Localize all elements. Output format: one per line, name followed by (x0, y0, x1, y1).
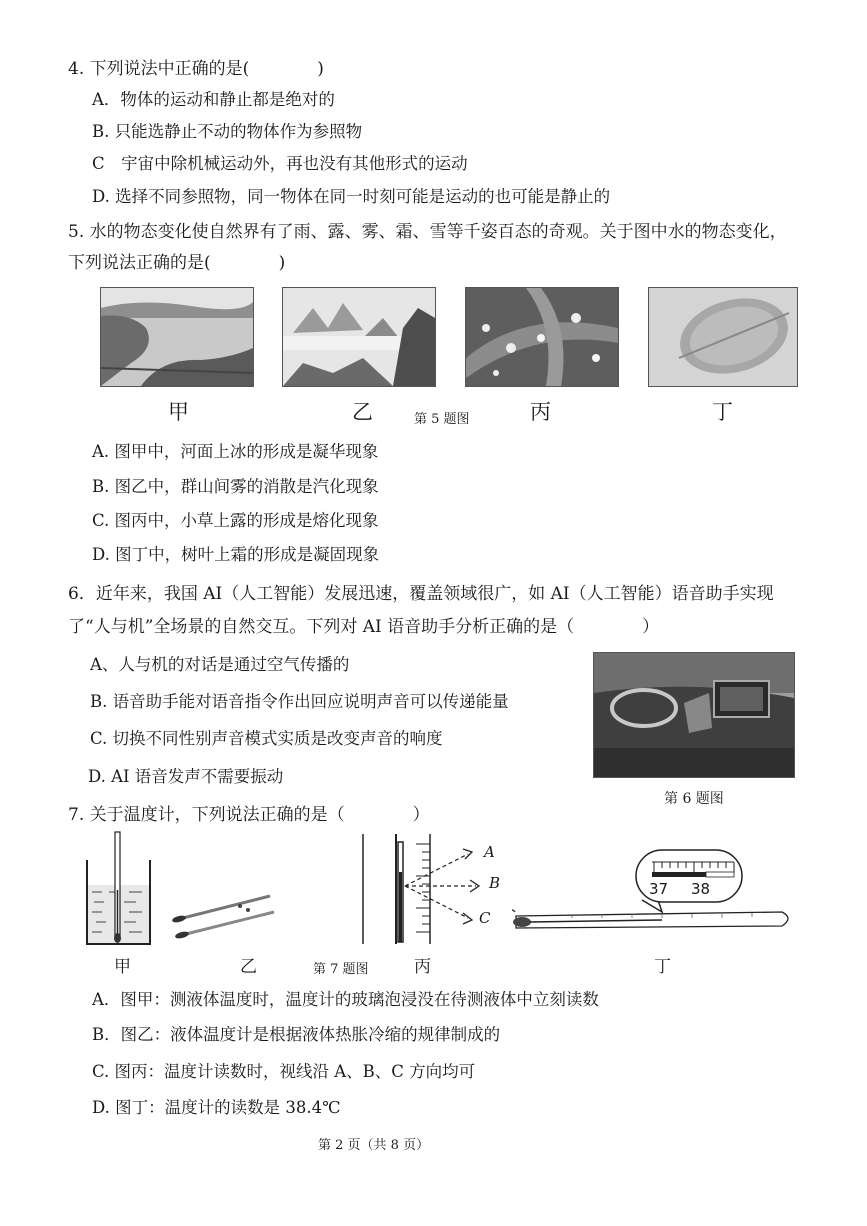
q5-option-b: B. 图乙中，群山间雾的消散是汽化现象 (92, 477, 379, 496)
q7-label-ding: 丁 (654, 957, 671, 977)
q7-label-yi: 乙 (240, 957, 257, 977)
q4-stem: 4. 下列说法中正确的是( ) (68, 59, 324, 79)
q5-label-yi: 乙 (352, 400, 373, 424)
q6-option-d: D. AI 语音发声不需要振动 (88, 767, 284, 786)
q4-option-b: B. 只能选静止不动的物体作为参照物 (92, 122, 363, 141)
page-footer: 第 2 页（共 8 页） (318, 1138, 430, 1153)
q7-label-jia: 甲 (114, 957, 131, 977)
q6-option-c: C. 切换不同性别声音模式实质是改变声音的响度 (90, 729, 443, 748)
q7-sight-label-c: C (479, 909, 491, 927)
q7-scale-label-38: 38 (691, 880, 711, 898)
q5-photo-jia-ice-river (100, 287, 254, 387)
q5-option-a: A. 图甲中，河面上冰的形成是凝华现象 (92, 442, 379, 461)
q4-option-d: D. 选择不同参照物，同一物体在同一时刻可能是运动的也可能是静止的 (92, 187, 611, 206)
q5-caption: 第 5 题图 (414, 412, 470, 427)
q5-label-jia: 甲 (168, 400, 189, 424)
q5-stem-line2: 下列说法正确的是( ) (68, 253, 286, 273)
q5-photo-ding-frost-leaf (648, 287, 798, 387)
q5-label-bing: 丙 (530, 400, 551, 424)
q7-sight-label-a: A (484, 843, 495, 861)
q6-stem-line1: 6．近年来，我国 AI（人工智能）发展迅速，覆盖领域很广，如 AI（人工智能）语音助手实现 (68, 584, 774, 604)
q7-option-d: D. 图丁：温度计的读数是 38.4℃ (92, 1098, 341, 1117)
q6-photo-car-dashboard (593, 652, 795, 778)
q7-caption: 第 7 题图 (313, 962, 369, 977)
q7-stem: 7. 关于温度计，下列说法正确的是（ ） (68, 805, 430, 825)
q5-photo-bing-dew-grass (465, 287, 619, 387)
q7-option-a: A．图甲：测液体温度时，温度计的玻璃泡浸没在待测液体中立刻读数 (92, 990, 599, 1009)
q5-option-c: C. 图丙中，小草上露的形成是熔化现象 (92, 511, 379, 530)
q7-figure-yi-thermometers (170, 876, 280, 946)
q6-stem-line2: 了“人与机”全场景的自然交互。下列对 AI 语音助手分析正确的是（ ） (68, 617, 660, 637)
q7-option-b: B．图乙：液体温度计是根据液体热胀冷缩的规律制成的 (92, 1025, 501, 1044)
q5-label-ding: 丁 (712, 400, 733, 424)
q5-stem-line1: 5. 水的物态变化使自然界有了雨、露、雾、霜、雪等千姿百态的奇观。关于图中水的物态变化， (68, 222, 787, 242)
q7-sight-label-b: B (489, 874, 501, 892)
q7-label-bing: 丙 (414, 957, 431, 977)
q6-option-a: A、人与机的对话是通过空气传播的 (90, 655, 350, 674)
q5-option-d: D. 图丁中，树叶上霜的形成是凝固现象 (92, 545, 380, 564)
q6-option-b: B. 语音助手能对语音指令作出回应说明声音可以传递能量 (90, 692, 509, 711)
q7-figure-jia-beaker (84, 830, 154, 948)
q6-caption: 第 6 题图 (664, 791, 724, 807)
q7-scale-label-37: 37 (649, 880, 669, 898)
q4-option-c: C 宇宙中除机械运动外，再也没有其他形式的运动 (92, 154, 468, 173)
q4-option-a: A．物体的运动和静止都是绝对的 (92, 90, 335, 109)
q7-option-c: C. 图丙：温度计读数时，视线沿 A、B、C 方向均可 (92, 1062, 476, 1081)
q5-photo-yi-mountain-fog (282, 287, 436, 387)
